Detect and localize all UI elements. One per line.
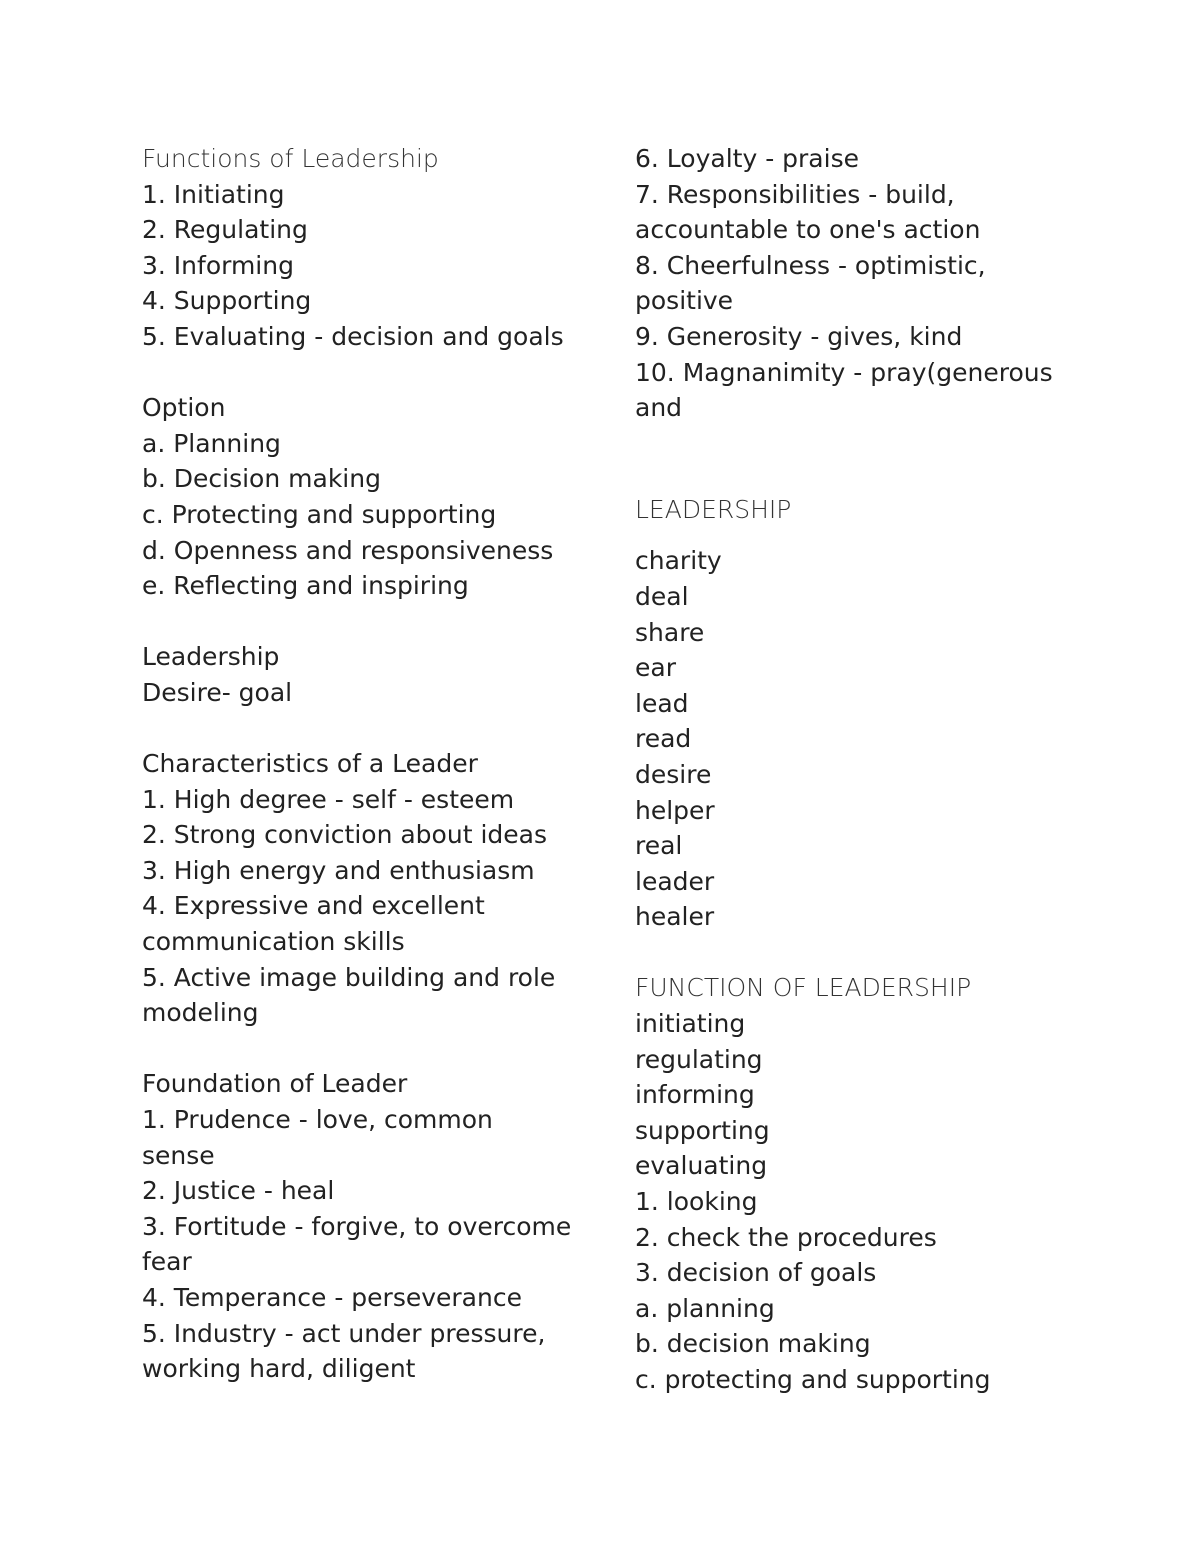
spacer — [635, 527, 1075, 543]
leadership-word: desire — [635, 759, 712, 789]
foundation-item: 3. Fortitude - forgive, to overcome — [142, 1211, 572, 1241]
option-heading: Option — [142, 393, 226, 423]
function-word: informing — [635, 1080, 755, 1110]
function-word: supporting — [635, 1115, 770, 1145]
foundation-continued-item: positive — [635, 286, 734, 316]
characteristics-item: 3. High energy and enthusiasm — [142, 855, 535, 885]
foundation-item: sense — [142, 1140, 215, 1170]
leadership-heading: Leadership — [142, 642, 280, 672]
function-word: initiating — [635, 1009, 746, 1039]
function-word: 3. decision of goals — [635, 1258, 877, 1288]
leadership-word: share — [635, 617, 705, 647]
leadership-word: deal — [635, 581, 689, 611]
characteristics-item: 4. Expressive and excellent — [142, 891, 485, 921]
leadership-word: ear — [635, 653, 676, 683]
function-word: regulating — [635, 1044, 763, 1074]
foundation-continued-item: 7. Responsibilities - build, — [635, 179, 955, 209]
function-word: evaluating — [635, 1151, 768, 1181]
foundation-item: 2. Justice - heal — [142, 1176, 335, 1206]
foundation-continued-item: and — [635, 393, 683, 423]
spacer — [142, 604, 582, 640]
foundation-continued-item: 10. Magnanimity - pray(generous — [635, 357, 1053, 387]
option-item: b. Decision making — [142, 464, 381, 494]
characteristics-item: modeling — [142, 998, 259, 1028]
functions-item: 5. Evaluating - decision and goals — [142, 321, 564, 351]
option-item: e. Reflecting and inspiring — [142, 571, 469, 601]
leadership-word: read — [635, 724, 692, 754]
function-word: a. planning — [635, 1293, 775, 1323]
option-item: c. Protecting and supporting — [142, 499, 497, 529]
foundation-item: 4. Temperance - perseverance — [142, 1283, 522, 1312]
function-word: c. protecting and supporting — [635, 1365, 991, 1394]
foundation-continued-item: 6. Loyalty - praise — [635, 144, 859, 173]
characteristics-item: communication skills — [142, 927, 405, 957]
spacer — [635, 935, 1075, 971]
leadership-word: leader — [635, 866, 715, 896]
spacer — [142, 1031, 582, 1067]
function-word: b. decision making — [635, 1329, 871, 1359]
functions-item: 3. Informing — [142, 250, 294, 280]
option-item: a. Planning — [142, 428, 281, 458]
leadership-word: real — [635, 831, 683, 861]
foundation-continued-item: accountable to one's action — [635, 215, 981, 245]
characteristics-item: 1. High degree - self - esteem — [142, 784, 515, 814]
characteristics-heading: Characteristics of a Leader — [142, 749, 478, 779]
function-caps-heading: FUNCTION OF LEADERSHIP — [635, 973, 972, 1003]
leadership-word: healer — [635, 902, 715, 932]
functions-heading: Functions of Leadership — [142, 144, 439, 173]
leadership-word: lead — [635, 688, 689, 718]
functions-item: 2. Regulating — [142, 215, 308, 245]
function-word: 1. looking — [635, 1187, 758, 1217]
leadership-line: Desire- goal — [142, 677, 293, 707]
spacer — [142, 355, 582, 391]
right-column — [635, 141, 1075, 1398]
leadership-caps-heading: LEADERSHIP — [635, 494, 792, 524]
characteristics-item: 2. Strong conviction about ideas — [142, 820, 547, 850]
left-column — [142, 141, 582, 1387]
leadership-word: helper — [635, 795, 715, 825]
foundation-item: fear — [142, 1247, 192, 1277]
foundation-item: working hard, diligent — [142, 1354, 416, 1384]
foundation-continued-item: 9. Generosity - gives, kind — [635, 321, 963, 351]
characteristics-item: 5. Active image building and role — [142, 962, 556, 992]
foundation-continued-item: 8. Cheerfulness - optimistic, — [635, 250, 986, 280]
foundation-heading: Foundation of Leader — [142, 1069, 408, 1099]
foundation-item: 5. Industry - act under pressure, — [142, 1318, 546, 1348]
spacer — [142, 711, 582, 747]
function-word: 2. check the procedures — [635, 1222, 937, 1252]
option-item: d. Openness and responsiveness — [142, 535, 554, 565]
foundation-item: 1. Prudence - love, common — [142, 1105, 493, 1135]
functions-item: 4. Supporting — [142, 286, 312, 316]
leadership-word: charity — [635, 546, 722, 576]
functions-item: 1. Initiating — [142, 179, 285, 209]
spacer — [635, 426, 1075, 492]
